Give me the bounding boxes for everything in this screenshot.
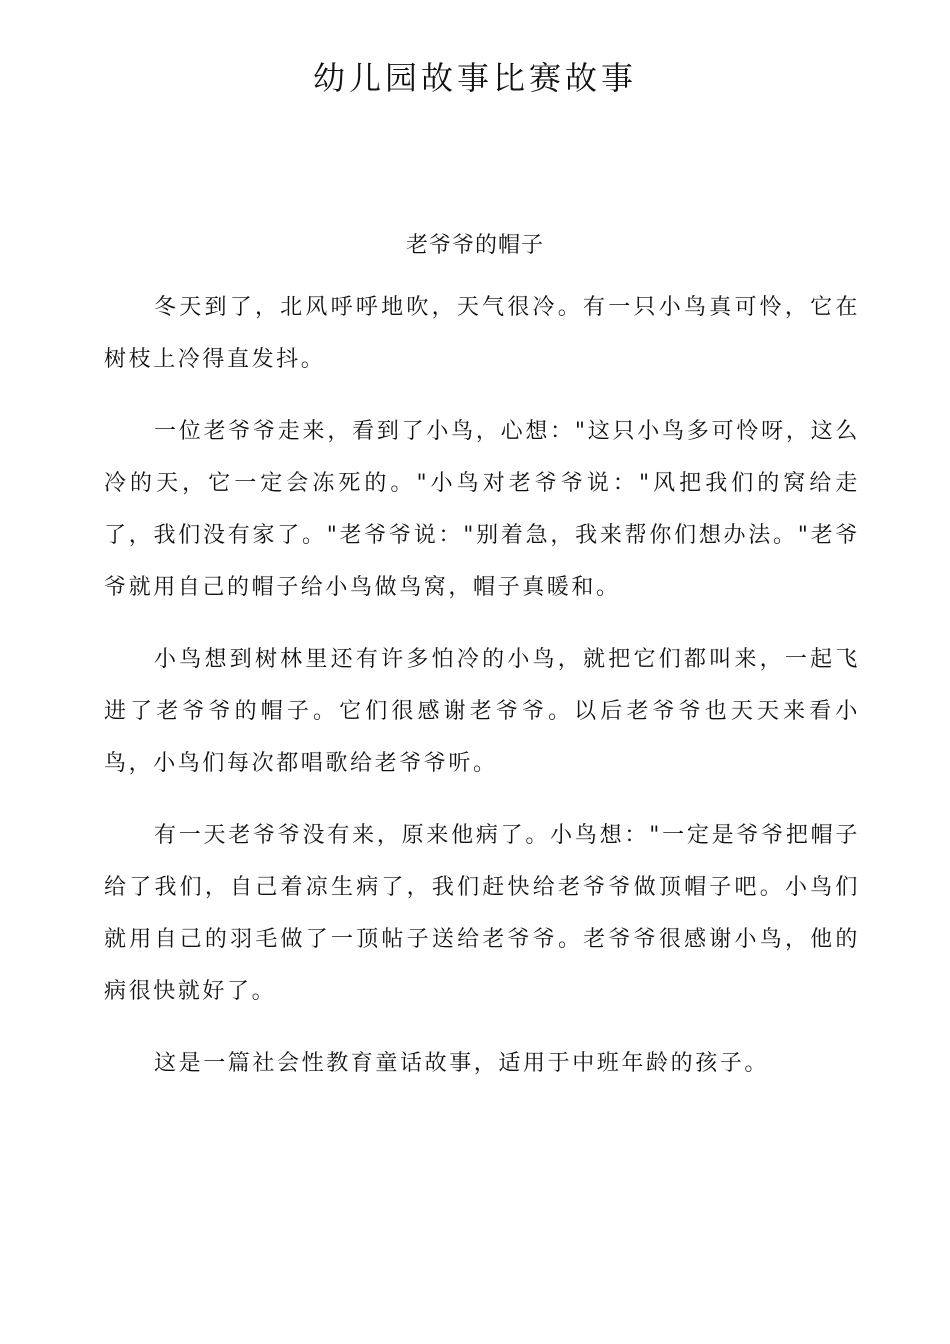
- story-body: [104, 282, 860, 1110]
- paragraph: 有一天老爷爷没有来，原来他病了。小鸟想："一定是爷爷把帽子给了我们，自己着凉生病了，我们赶快给老爷爷做顶帽子吧。小鸟们就用自己的羽毛做了一顶帖子送给老爷爷。老爷爷很感谢小鸟，他的病很快就好了。: [104, 823, 860, 1004]
- paragraph: 一位老爷爷走来，看到了小鸟，心想："这只小鸟多可怜呀，这么冷的天，它一定会冻死的。"小鸟对老爷爷说："风把我们的窝给走了，我们没有家了。"老爷爷说："别着急，我来帮你们想办法。"老爷爷就用自己的帽子给小鸟做鸟窝，帽子真暖和。: [104, 419, 860, 600]
- story-title: 老爷爷的帽子: [405, 233, 544, 258]
- paragraph: 小鸟想到树林里还有许多怕冷的小鸟，就把它们都叫来，一起飞进了老爷爷的帽子。它们很感谢老爷爷。以后老爷爷也天天来看小鸟，小鸟们每次都唱歌给老爷爷听。: [104, 647, 860, 776]
- document-title: 幼儿园故事比赛故事: [312, 59, 637, 97]
- paragraph: 冬天到了，北风呼呼地吹，天气很冷。有一只小鸟真可怜，它在树枝上冷得直发抖。: [104, 295, 860, 372]
- paragraph: 这是一篇社会性教育童话故事，适用于中班年龄的孩子。: [154, 1051, 770, 1076]
